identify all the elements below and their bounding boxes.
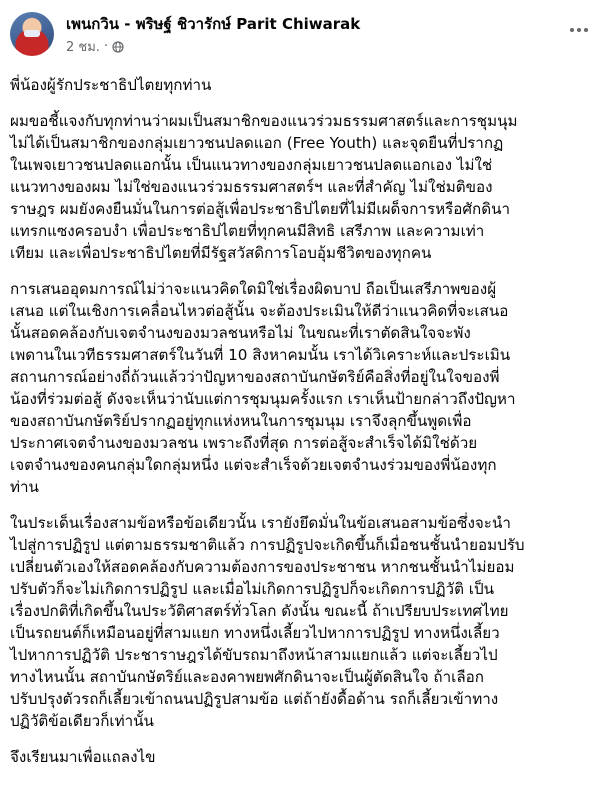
post-paragraph-greeting: พี่น้องผู้รักประชาธิปไตยทุกท่าน	[10, 76, 212, 94]
post-paragraph-ideology: การเสนออุดมการณ์ไม่ว่าจะแนวคิดใดมิใช่เรื่องผิดบาป ถือเป็นเสรีภาพของผู้ เสนอ แต่ในเชิงการเคลื่อนไหวต่อสู้นั้น จะต้องประเมินให้ดีว่าแนวคิดที่จะเสนอ นั้นสอดคล้องกับเจตจำนงของมวลชนหรือไม่ ในขณะที่เราตัดสินใจจะพัง เพดานในเวทีธรรมศาสตร์ในวันที่ 10 สิงหาคมนั้น เราได้วิเคราะห์และประเมิน สถานการณ์อย่างถี่ถ้วนแล้วว่าปัญหาของสถาบันกษัตริย์คือสิ่งที่อยู่ในใจของพี่ น้องที่ร่วมต่อสู้ ดังจะเห็นว่านับแต่การชุมนุมครั้งแรก เราเห็นป้ายกล่าวถึงปัญหา ของสถาบันกษัตริย์ปรากฏอยู่ทุกแห่งหนในการชุมนุม เราจึงลุกขึ้นพูดเพื่อ ประกาศเจตจำนงของมวลชน เพราะถึงที่สุด การต่อสู้จะสำเร็จได้มิใช่ด้วย เจตจำนงของคนกลุ่มใดกลุ่มหนึ่ง แต่จะสำเร็จด้วยเจตจำนงร่วมของพี่น้องทุก ท่าน	[10, 280, 516, 496]
post-paragraph-reform: ในประเด็นเรื่องสามข้อหรือข้อเดียวนั้น เรายังยึดมั่นในข้อเสนอสามข้อซึ่งจะนำ ไปสู่การปฏิรูป แต่ตามธรรมชาติแล้ว การปฏิรูปจะเกิดขึ้นก็เมื่อชนชั้นนำยอมปรับ เปลี่ยนตัวเองให้สอดคล้องกับความต้องการของประชาชน หากชนชั้นนำไม่ยอม ปรับตัวก็จะไม่เกิดการปฏิรูป และเมื่อไม่เกิดการปฏิรูปก็จะเกิดการปฏิวัติ เป็น เรื่องปกติที่เกิดขึ้นในประวัติศาสตร์ทั่วโลก ดังนั้น ขณะนี้ ถ้าเปรียบประเทศไทย เป็นรถยนต์ก็เหมือนอยู่ที่สามแยก ทางหนึ่งเลี้ยวไปหาการปฏิรูป ทางหนึ่งเลี้ยว ไปหาการปฏิวัติ ประชาราษฎรได้ขับรถมาถึงหน้าสามแยกแล้ว แต่จะเลี้ยวไป ทางไหนนั้น สถาบันกษัตริย์และองคาพยพศักดินาจะเป็นผู้ตัดสินใจ ถ้าเลือก ปรับปรุงตัวรถก็เลี้ยวเข้าถนนปฏิรูปสามข้อ แต่ถ้ายังดื้อด้าน รถก็เลี้ยวเข้าทาง ปฏิวัติข้อเดียวก็เท่านั้น	[10, 514, 525, 730]
avatar[interactable]	[10, 12, 54, 56]
post-meta	[66, 36, 124, 57]
more-horizontal-icon	[577, 28, 581, 32]
more-horizontal-icon	[570, 28, 574, 32]
more-options-button[interactable]	[567, 20, 591, 40]
post-header	[10, 8, 591, 60]
meta-separator: ·	[103, 39, 109, 54]
globe-icon[interactable]	[112, 41, 124, 53]
post-body	[10, 74, 591, 782]
post-paragraph-closing: จึงเรียนมาเพื่อแถลงไข	[10, 748, 156, 766]
post-time[interactable]: 2 ชม.	[66, 40, 100, 55]
more-horizontal-icon	[584, 28, 588, 32]
post-paragraph-clarification: ผมขอชี้แจงกับทุกท่านว่าผมเป็นสมาชิกของแนวร่วมธรรมศาสตร์และการชุมนุม ไม่ได้เป็นสมาชิกของกลุ่มเยาวชนปลดแอก (Free Youth) และจุดยืนที่ปรากฏ ในเพจเยาวชนปลดแอกนั้น เป็นแนวทางของกลุ่มเยาวชนปลดแอกเอง ไม่ใช่ แนวทางของผม ไม่ใช่ของแนวร่วมธรรมศาสตร์ฯ และที่สำคัญ ไม่ใช่มติของ ราษฎร ผมยังคงยืนมั่นในการต่อสู้เพื่อประชาธิปไตยที่ไม่มีเผด็จการหรือศักดินา แทรกแซงครอบงำ เพื่อประชาธิปไตยที่ทุกคนมีสิทธิ เสรีภาพ และความเท่า เทียม และเพื่อประชาธิปไตยที่มีรัฐสวัสดิการโอบอุ้มชีวิตของทุกคน	[10, 112, 518, 262]
author-name[interactable]: เพนกวิน - พริษฐ์ ชิวารักษ์ Parit Chiwarak	[66, 15, 361, 33]
